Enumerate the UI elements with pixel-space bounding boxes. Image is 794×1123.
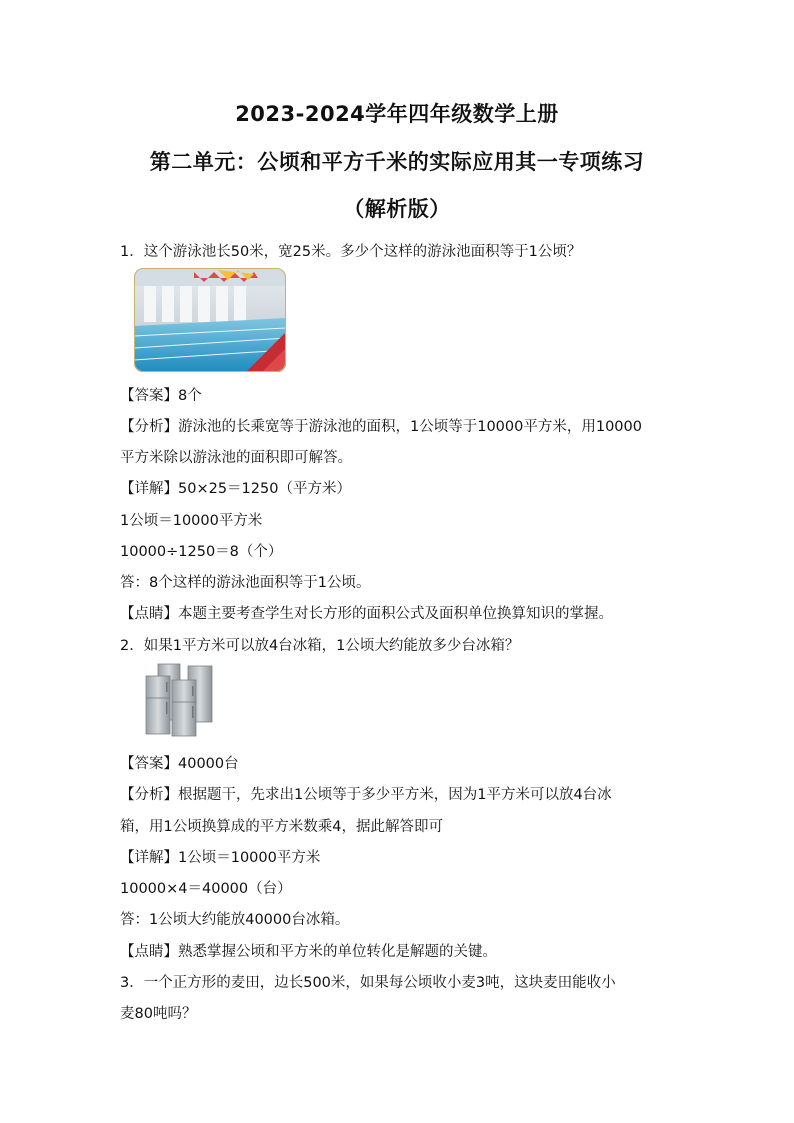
swimming-pool-image xyxy=(134,268,286,372)
question-2-text: 2．如果1平方米可以放4台冰箱，1公顷大约能放多少台冰箱？ xyxy=(120,638,520,654)
question-1-analysis: 【分析】游泳池的长乘宽等于游泳池的面积，1公顷等于10000平方米，用10000 xyxy=(120,419,642,435)
question-2-analysis-cont: 箱，用1公顷换算成的平方米数乘4，据此解答即可 xyxy=(120,819,443,835)
question-2-analysis: 【分析】根据题干，先求出1公顷等于多少平方米，因为1平方米可以放4台冰 xyxy=(120,787,612,803)
question-2-detail: 【详解】1公顷＝10000平方米 xyxy=(120,850,321,866)
question-2-comment: 【点睛】熟悉掌握公顷和平方米的单位转化是解题的关键。 xyxy=(120,944,497,960)
question-1-detail-2: 1公顷＝10000平方米 xyxy=(120,513,263,529)
question-2-detail-2: 10000×4＝40000（台） xyxy=(120,881,292,897)
question-1-detail-3: 10000÷1250＝8（个） xyxy=(120,544,283,560)
question-3-text-cont: 麦80吨吗？ xyxy=(120,1006,197,1022)
page-title-line-3: （解析版） xyxy=(343,197,451,221)
question-1-answer: 【答案】8个 xyxy=(120,388,202,404)
question-1-detail-4: 答：8个这样的游泳池面积等于1公顷。 xyxy=(120,575,371,591)
question-2-answer: 【答案】40000台 xyxy=(120,756,239,772)
question-1-detail: 【详解】50×25＝1250（平方米） xyxy=(120,481,351,497)
question-1-text: 1．这个游泳池长50米，宽25米。多少个这样的游泳池面积等于1公顷？ xyxy=(120,244,582,260)
refrigerators-image xyxy=(144,662,216,738)
question-3-text: 3．一个正方形的麦田，边长500米，如果每公顷收小麦3吨，这块麦田能收小 xyxy=(120,975,616,991)
page-title-line-2: 第二单元：公顷和平方千米的实际应用其一专项练习 xyxy=(149,150,645,174)
question-1-analysis-cont: 平方米除以游泳池的面积即可解答。 xyxy=(120,450,352,466)
question-2-detail-3: 答：1公顷大约能放40000台冰箱。 xyxy=(120,912,350,928)
page-title-line-1: 2023-2024学年四年级数学上册 xyxy=(235,102,559,126)
question-1-comment: 【点睛】本题主要考查学生对长方形的面积公式及面积单位换算知识的掌握。 xyxy=(120,606,613,622)
